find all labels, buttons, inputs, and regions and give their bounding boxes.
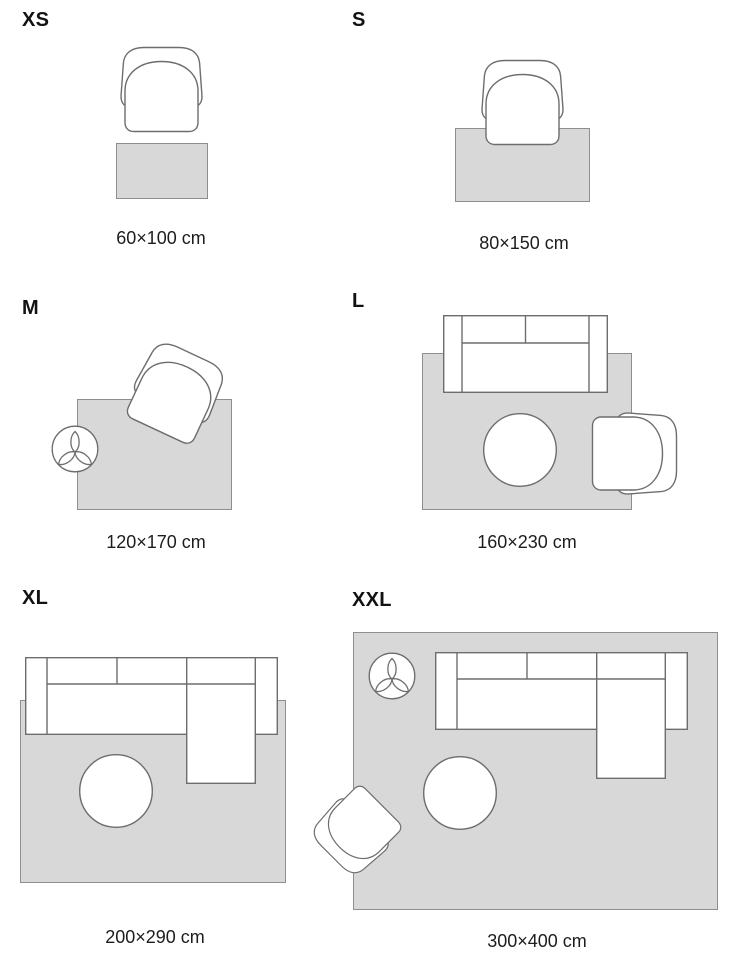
rug-xs (116, 143, 208, 199)
dimensions-s: 80×150 cm (479, 233, 569, 253)
size-label-s: S (352, 9, 366, 31)
size-label-xxl: XXL (352, 589, 392, 611)
size-label-l: L (352, 290, 365, 312)
plant-icon (368, 652, 416, 700)
armchair-icon (481, 59, 564, 146)
dimensions-xs: 60×100 cm (116, 228, 206, 248)
armchair-icon (120, 46, 203, 133)
size-label-xs: XS (22, 9, 50, 31)
sofa-icon (443, 315, 608, 393)
dimensions-l: 160×230 cm (477, 532, 577, 552)
round-table-icon (423, 756, 497, 830)
dimensions-xxl: 300×400 cm (487, 931, 587, 951)
plant-icon (51, 425, 99, 473)
size-label-xl: XL (22, 587, 49, 609)
armchair-icon (591, 412, 678, 495)
dimensions-xl: 200×290 cm (105, 927, 205, 947)
size-label-m: M (22, 297, 39, 319)
dimensions-m: 120×170 cm (106, 532, 206, 552)
round-table-icon (483, 413, 557, 487)
round-table-icon (79, 754, 153, 828)
